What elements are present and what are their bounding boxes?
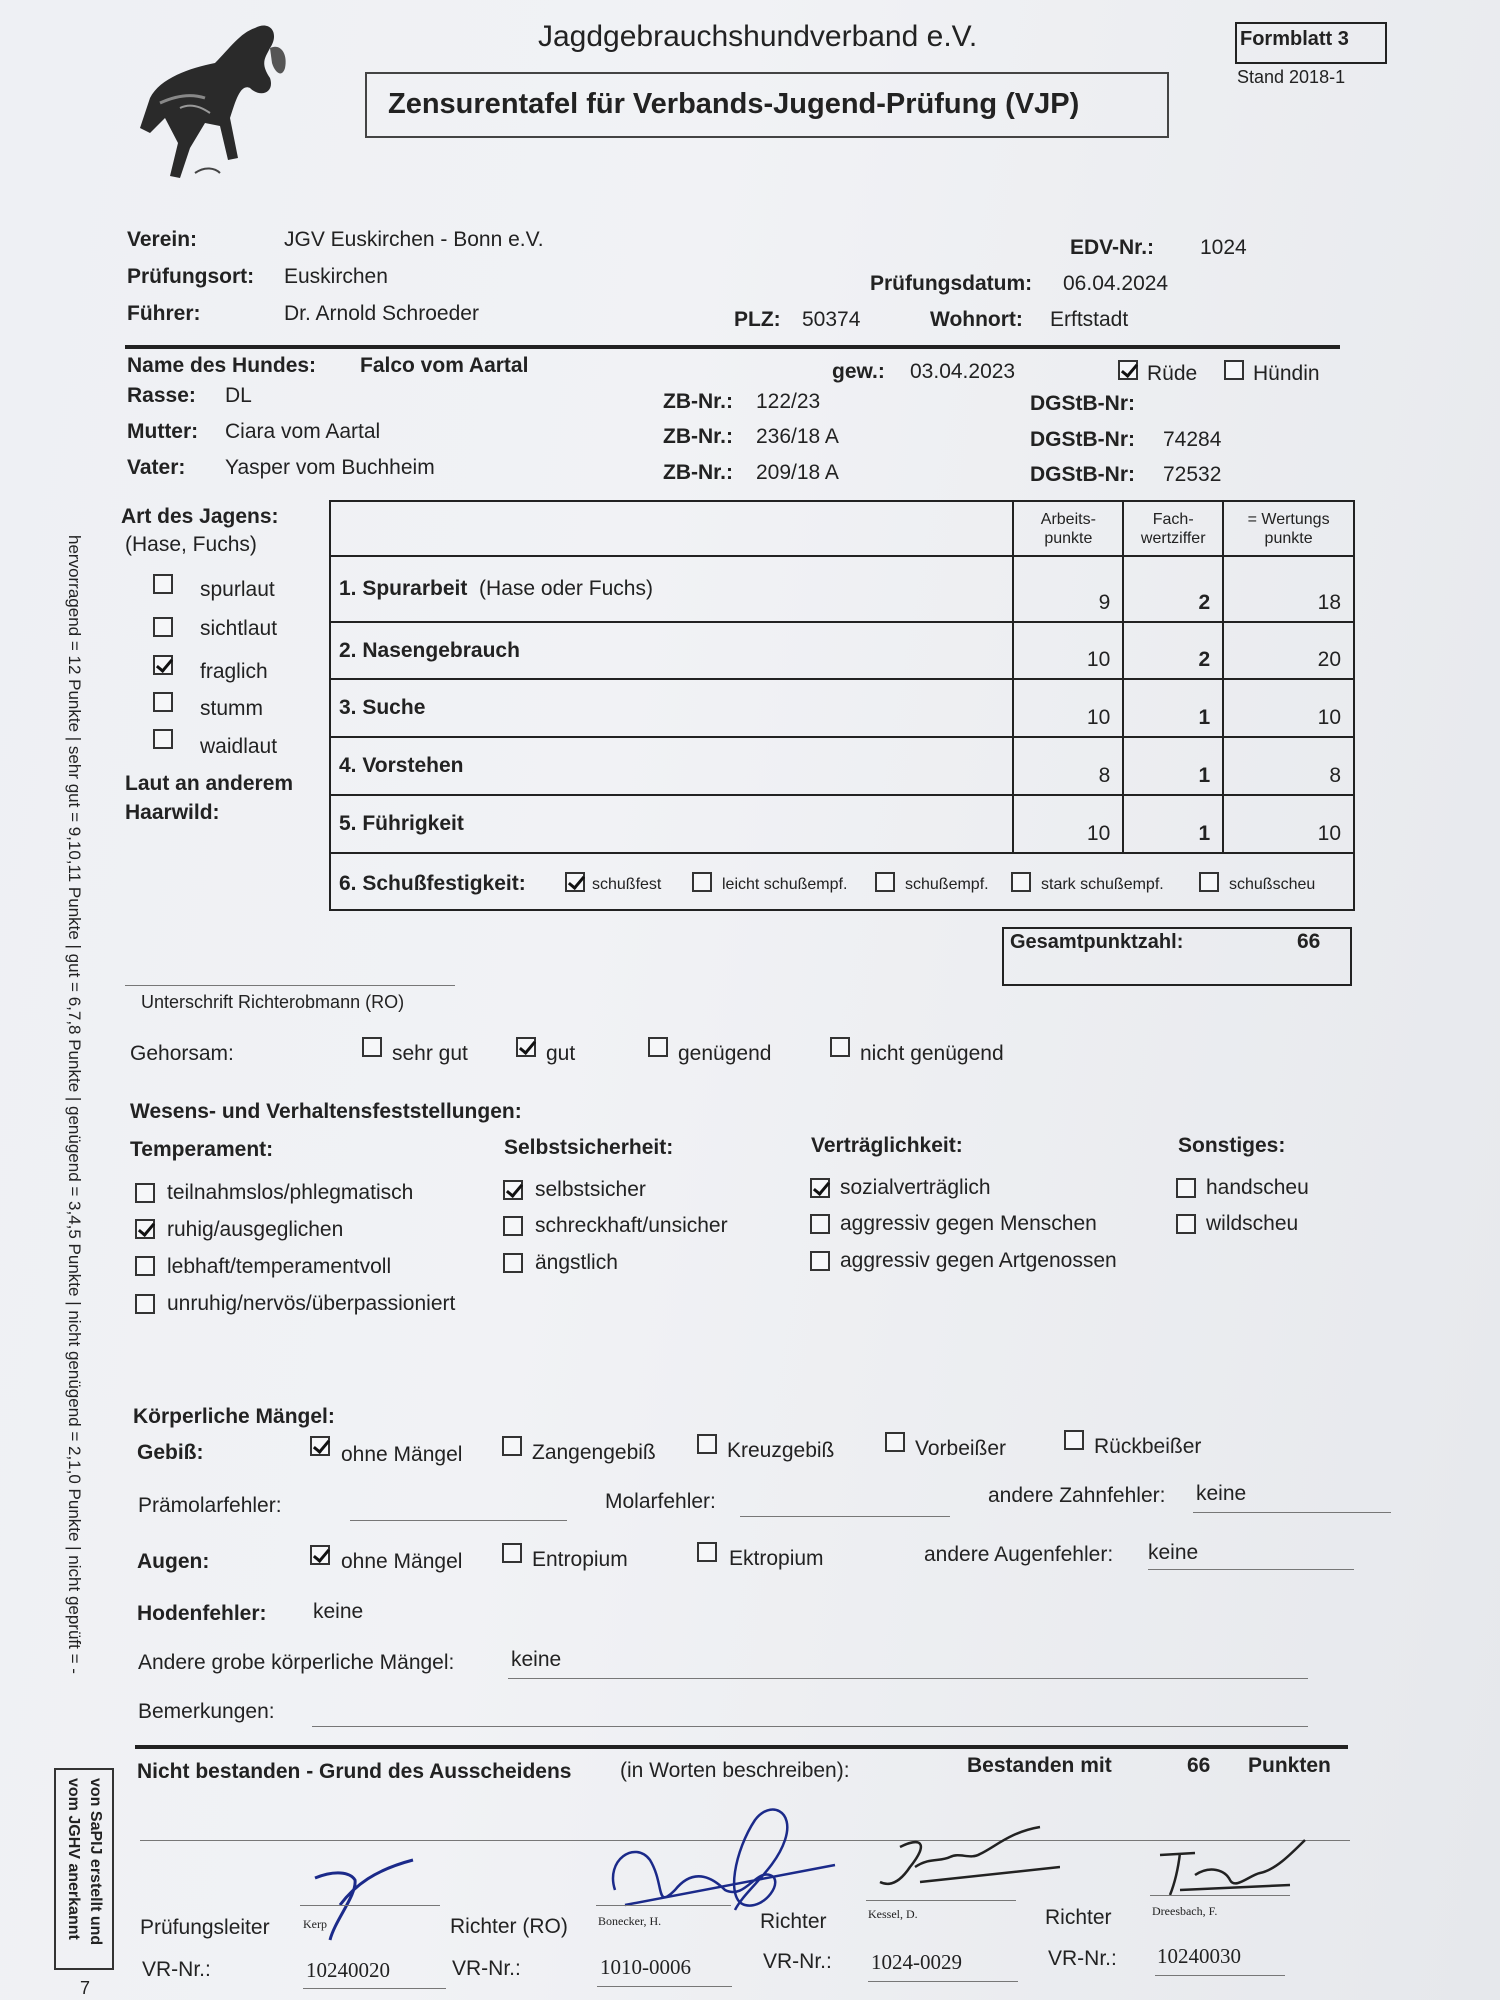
grobe-value: keine [511, 1648, 562, 1671]
temperament-1-label: teilnahmslos/phlegmatisch [167, 1181, 414, 1204]
sonst-1-checkbox[interactable] [1176, 1178, 1196, 1198]
signature-richter-2 [860, 1822, 1060, 1907]
gehorsam-nicht-genuegend-checkbox[interactable] [830, 1037, 850, 1057]
dgstb-label: DGStB-Nr: [1030, 392, 1135, 415]
vertrag-3-checkbox[interactable] [810, 1251, 830, 1271]
gebiss-ohne-maengel-checkbox[interactable] [310, 1436, 330, 1456]
gehorsam-label: Gehorsam: [130, 1042, 234, 1065]
vertrag-3-label: aggressiv gegen Artgenossen [840, 1249, 1117, 1272]
mutter-dgstb-value: 74284 [1163, 428, 1222, 451]
plz-value: 50374 [802, 308, 861, 331]
molar-line [740, 1516, 950, 1517]
judge-3-vr: 1024-0029 [871, 1950, 962, 1974]
jagen-stumm-checkbox[interactable] [153, 692, 173, 712]
row-arbeitspunkte: 10 [1013, 622, 1123, 679]
judge-4-role: Richter [1045, 1906, 1112, 1929]
gebiss-kreuzgebiss-label: Kreuzgebiß [727, 1439, 835, 1462]
judge-4-vr-line [1155, 1975, 1285, 1976]
judge-3-role: Richter [760, 1910, 827, 1933]
mutter-label: Mutter: [127, 420, 199, 443]
vater-label: Vater: [127, 456, 186, 479]
vertrag-1-label: sozialverträglich [840, 1176, 991, 1199]
nicht-bestanden-label: Nicht bestanden - Grund des Ausscheidens [137, 1760, 572, 1783]
augen-ektropium-checkbox[interactable] [697, 1542, 717, 1562]
schuss-empf-checkbox[interactable] [875, 872, 895, 892]
jagen-spurlaut-checkbox[interactable] [153, 574, 173, 594]
bemerk-label: Bemerkungen: [138, 1700, 275, 1723]
schuss-leicht-label: leicht schußempf. [722, 876, 848, 893]
gew-value: 03.04.2023 [910, 360, 1016, 383]
judge-2-vr-line [597, 1986, 732, 1987]
jagen-waidlaut-checkbox[interactable] [153, 729, 173, 749]
judge-3-vr-line [868, 1981, 1018, 1982]
mutter-zb-value: 236/18 A [756, 425, 839, 448]
vater-zb-value: 209/18 A [756, 461, 839, 484]
judge-2-line [596, 1905, 731, 1906]
score-table [329, 500, 1355, 911]
row-wertungspunkte: 8 [1223, 737, 1354, 795]
jagen-waidlaut-label: waidlaut [200, 735, 278, 758]
temperament-2-label: ruhig/ausgeglichen [167, 1218, 344, 1241]
score-header-wertungspunkte: = Wertungs punkte [1223, 501, 1354, 556]
plz-label: PLZ: [734, 308, 781, 331]
nicht-bestanden-hint: (in Worten beschreiben): [620, 1759, 850, 1782]
gehorsam-gut-label: gut [546, 1042, 576, 1065]
verein-label: Verein: [127, 228, 198, 251]
judge-2-vr-label: VR-Nr.: [452, 1957, 521, 1980]
table-row [330, 737, 1354, 795]
temperament-3-label: lebhaft/temperamentvoll [167, 1255, 392, 1278]
pruefungsort-value: Euskirchen [284, 265, 388, 288]
table-row [330, 556, 1354, 622]
augen-ektropium-label: Ektropium [729, 1547, 824, 1570]
row-fachwertziffer: 1 [1123, 795, 1223, 853]
temperament-1-checkbox[interactable] [135, 1183, 155, 1203]
jagen-stumm-label: stumm [200, 697, 263, 720]
grobe-line [508, 1678, 1308, 1679]
temperament-2-checkbox[interactable] [135, 1219, 155, 1239]
judge-2-role: Richter (RO) [450, 1915, 568, 1938]
mutter-dgstb-label: DGStB-Nr: [1030, 428, 1135, 451]
temperament-4-label: unruhig/nervös/überpassioniert [167, 1292, 456, 1315]
andere-augen-label: andere Augenfehler: [924, 1543, 1114, 1566]
andere-zahn-value: keine [1196, 1482, 1247, 1505]
total-label: Gesamtpunktzahl: [1010, 931, 1184, 953]
mutter-zb-label: ZB-Nr.: [663, 425, 733, 448]
augen-entropium-label: Entropium [532, 1548, 628, 1571]
jagen-title: Art des Jagens: [121, 505, 279, 528]
approval-box [54, 1768, 114, 1970]
grobe-label: Andere grobe körperliche Mängel: [138, 1651, 455, 1674]
huendin-checkbox[interactable] [1224, 360, 1244, 380]
gehorsam-gut-checkbox[interactable] [516, 1037, 536, 1057]
divider-top [125, 345, 1340, 349]
approval-line-1: von SaPIJ erstellt und [87, 1778, 104, 1946]
augen-ohne-maengel-label: ohne Mängel [341, 1550, 463, 1573]
bestanden-points: 66 [1187, 1754, 1211, 1777]
temperament-3-checkbox[interactable] [135, 1256, 155, 1276]
mutter-value: Ciara vom Aartal [225, 420, 381, 443]
row-label: 5. Führigkeit [330, 795, 1013, 853]
pruefungsort-label: Prüfungsort: [127, 265, 255, 288]
dog-name-value: Falco vom Aartal [360, 354, 529, 377]
gehorsam-genuegend-checkbox[interactable] [648, 1037, 668, 1057]
row-label: 4. Vorstehen [330, 737, 1013, 795]
total-value: 66 [1297, 930, 1321, 953]
gebiss-ohne-maengel-label: ohne Mängel [341, 1443, 463, 1466]
verein-value: JGV Euskirchen - Bonn e.V. [284, 228, 544, 251]
schuss-stark-label: stark schußempf. [1041, 876, 1164, 893]
table-row [330, 795, 1354, 853]
andere-zahn-line [1193, 1512, 1391, 1513]
row-label: 2. Nasengebrauch [330, 622, 1013, 679]
score-header-blank [330, 501, 1013, 556]
gebiss-zangengebiss-label: Zangengebiß [532, 1441, 656, 1464]
vater-value: Yasper vom Buchheim [225, 456, 435, 479]
sonst-2-checkbox[interactable] [1176, 1214, 1196, 1234]
row-label: 1. Spurarbeit (Hase oder Fuchs) [330, 556, 1013, 622]
judge-3-vr-label: VR-Nr.: [763, 1950, 832, 1973]
gehorsam-sehr-gut-label: sehr gut [392, 1042, 468, 1065]
form-version: Stand 2018-1 [1237, 67, 1346, 87]
selbst-3-checkbox[interactable] [503, 1253, 523, 1273]
schuss-schussfest-label: schußfest [592, 876, 662, 893]
sonst-2-label: wildscheu [1206, 1212, 1299, 1235]
gebiss-rueckbeisser-checkbox[interactable] [1064, 1430, 1084, 1450]
schuss-scheu-checkbox[interactable] [1199, 872, 1219, 892]
laut-label-2: Haarwild: [125, 801, 220, 824]
judge-4-line [1150, 1895, 1290, 1896]
laut-label-1: Laut an anderem [125, 772, 294, 795]
gehorsam-genuegend-label: genügend [678, 1042, 772, 1065]
schuss-schussfest-checkbox[interactable] [565, 872, 585, 892]
koerper-title: Körperliche Mängel: [133, 1405, 335, 1428]
ruede-label: Rüde [1147, 362, 1198, 385]
gebiss-label: Gebiß: [137, 1441, 204, 1464]
zb-value: 122/23 [756, 390, 821, 413]
judge-4-vr-label: VR-Nr.: [1048, 1947, 1117, 1970]
rasse-value: DL [225, 384, 252, 407]
page-title: Zensurentafel für Verbands-Jugend-Prüfung (VJP) [388, 88, 1080, 120]
vertrag-title: Verträglichkeit: [811, 1134, 963, 1157]
hoden-value: keine [313, 1600, 364, 1623]
temperament-title: Temperament: [130, 1138, 274, 1161]
selbst-title: Selbstsicherheit: [504, 1136, 674, 1159]
judge-3-name: Kessel, D. [868, 1907, 918, 1921]
gebiss-zangengebiss-checkbox[interactable] [502, 1436, 522, 1456]
molar-label: Molarfehler: [605, 1490, 716, 1513]
andere-augen-value: keine [1148, 1541, 1199, 1564]
vater-zb-label: ZB-Nr.: [663, 461, 733, 484]
andere-zahn-label: andere Zahnfehler: [988, 1484, 1166, 1507]
selbst-2-label: schreckhaft/unsicher [535, 1214, 728, 1237]
ro-signature-label: Unterschrift Richterobmann (RO) [141, 992, 405, 1012]
org-name: Jagdgebrauchshundverband e.V. [538, 20, 978, 53]
dog-logo-icon [120, 8, 290, 183]
selbst-3-label: ängstlich [535, 1251, 618, 1274]
sonst-title: Sonstiges: [1178, 1134, 1286, 1157]
judge-1-name: Kerp [303, 1917, 327, 1931]
praemolar-label: Prämolarfehler: [138, 1494, 282, 1517]
praemolar-line [350, 1520, 567, 1521]
judge-3-line [866, 1900, 1016, 1901]
andere-augen-line [1148, 1569, 1354, 1570]
row-wertungspunkte: 10 [1223, 795, 1354, 853]
pruefungsdatum-value: 06.04.2024 [1063, 272, 1169, 295]
vertrag-2-label: aggressiv gegen Menschen [840, 1212, 1097, 1235]
form-number: Formblatt 3 [1240, 28, 1349, 50]
judge-1-vr: 10240020 [306, 1958, 390, 1982]
approval-line-2: vom JGHV anerkannt [65, 1778, 82, 1940]
row-arbeitspunkte: 9 [1013, 556, 1123, 622]
judge-1-role: Prüfungsleiter [140, 1916, 270, 1939]
pruefungsdatum-label: Prüfungsdatum: [870, 272, 1033, 295]
augen-entropium-checkbox[interactable] [502, 1543, 522, 1563]
selbst-2-checkbox[interactable] [503, 1216, 523, 1236]
gebiss-rueckbeisser-label: Rückbeißer [1094, 1435, 1202, 1458]
row-arbeitspunkte: 10 [1013, 795, 1123, 853]
fuehrer-value: Dr. Arnold Schroeder [284, 302, 479, 325]
vater-dgstb-label: DGStB-Nr: [1030, 463, 1135, 486]
row-arbeitspunkte: 10 [1013, 679, 1123, 737]
judge-1-line [300, 1905, 440, 1906]
page-number: 7 [80, 1978, 91, 1998]
vater-dgstb-value: 72532 [1163, 463, 1222, 486]
row-arbeitspunkte: 8 [1013, 737, 1123, 795]
row-wertungspunkte: 20 [1223, 622, 1354, 679]
row-wertungspunkte: 18 [1223, 556, 1354, 622]
edv-label: EDV-Nr.: [1070, 236, 1155, 259]
judge-4-name: Dreesbach, F. [1152, 1904, 1218, 1918]
huendin-label: Hündin [1253, 362, 1320, 385]
table-row [330, 679, 1354, 737]
gebiss-vorbeisser-checkbox[interactable] [885, 1432, 905, 1452]
wohnort-label: Wohnort: [930, 308, 1023, 331]
grading-scale-note: hervorragend = 12 Punkte | sehr gut = 9,10,11 Punkte | gut = 6,7,8 Punkte | genügend = 3,4,5 Punkte | nicht genügend = 2,1,0 Punkte | nicht geprüft = - [65, 535, 84, 1674]
gehorsam-nicht-genuegend-label: nicht genügend [860, 1042, 1004, 1065]
row-fachwertziffer: 1 [1123, 737, 1223, 795]
selbst-1-checkbox[interactable] [503, 1180, 523, 1200]
judge-1-vr-line [303, 1988, 446, 1989]
bestanden-label: Bestanden mit [967, 1754, 1112, 1777]
augen-ohne-maengel-checkbox[interactable] [310, 1545, 330, 1565]
bemerk-line [312, 1726, 1308, 1727]
schuss-label: 6. Schußfestigkeit: [339, 872, 526, 895]
jagen-fraglich-label: fraglich [200, 660, 268, 683]
row-fachwertziffer: 1 [1123, 679, 1223, 737]
judge-2-vr: 1010-0006 [600, 1955, 691, 1979]
fuehrer-label: Führer: [127, 302, 201, 325]
divider-bottom [135, 1745, 1348, 1749]
gehorsam-sehr-gut-checkbox[interactable] [362, 1037, 382, 1057]
jagen-sichtlaut-label: sichtlaut [200, 617, 278, 640]
wohnort-value: Erftstadt [1050, 308, 1129, 331]
wesen-title: Wesens- und Verhaltensfeststellungen: [130, 1100, 522, 1123]
gebiss-kreuzgebiss-checkbox[interactable] [697, 1434, 717, 1454]
vertrag-2-checkbox[interactable] [810, 1214, 830, 1234]
jagen-spurlaut-label: spurlaut [200, 578, 275, 601]
row-fachwertziffer: 2 [1123, 556, 1223, 622]
schuss-scheu-label: schußscheu [1229, 876, 1316, 893]
hoden-label: Hodenfehler: [137, 1602, 267, 1625]
jagen-fraglich-checkbox[interactable] [153, 655, 173, 675]
row-fachwertziffer: 2 [1123, 622, 1223, 679]
jagen-subtitle: (Hase, Fuchs) [125, 533, 257, 556]
rasse-label: Rasse: [127, 384, 196, 407]
score-header-arbeitspunkte: Arbeits- punkte [1013, 501, 1123, 556]
schuss-leicht-checkbox[interactable] [692, 872, 712, 892]
punkten-label: Punkten [1248, 1754, 1331, 1777]
jagen-sichtlaut-checkbox[interactable] [153, 617, 173, 637]
sonst-1-label: handscheu [1206, 1176, 1309, 1199]
row-wertungspunkte: 10 [1223, 679, 1354, 737]
schuss-empf-label: schußempf. [905, 876, 989, 893]
schuss-stark-checkbox[interactable] [1011, 872, 1031, 892]
gebiss-vorbeisser-label: Vorbeißer [915, 1437, 1007, 1460]
table-row [330, 622, 1354, 679]
judge-1-vr-label: VR-Nr.: [142, 1958, 211, 1981]
augen-label: Augen: [137, 1550, 210, 1573]
ruede-checkbox[interactable] [1118, 360, 1138, 380]
score-header-fachwertziffer: Fach- wertziffer [1123, 501, 1223, 556]
vertrag-1-checkbox[interactable] [810, 1178, 830, 1198]
judge-4-vr: 10240030 [1157, 1944, 1241, 1968]
dog-name-label: Name des Hundes: [127, 354, 317, 377]
row-label: 3. Suche [330, 679, 1013, 737]
gew-label: gew.: [832, 360, 885, 383]
selbst-1-label: selbstsicher [535, 1178, 646, 1201]
temperament-4-checkbox[interactable] [135, 1294, 155, 1314]
ro-signature-line [125, 985, 455, 986]
zb-label: ZB-Nr.: [663, 390, 733, 413]
judge-2-name: Bonecker, H. [598, 1914, 662, 1928]
edv-value: 1024 [1200, 236, 1247, 259]
